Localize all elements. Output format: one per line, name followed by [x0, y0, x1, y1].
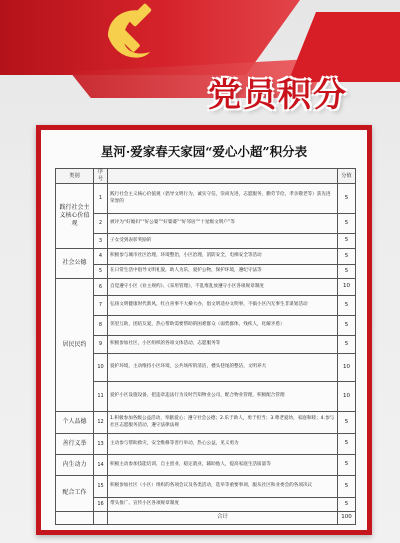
- score-cell: 10: [338, 354, 356, 382]
- score-cell: 5: [338, 455, 356, 476]
- total-score: 100: [338, 512, 356, 525]
- content-cell: 带头推广、宣传小区各项规章制度: [108, 498, 338, 512]
- score-cell: 5: [338, 214, 356, 234]
- table-row: [56, 412, 356, 434]
- content-cell: 自觉遵守小区《业主规约》、《采用管理》，不乱堆乱放遵守小区各项规章制度: [108, 279, 338, 296]
- content-cell: 在日常生活中倡导文明礼貌，助人为乐，爱护公物，保护环境，遵纪守法等: [108, 265, 338, 279]
- header-content: [108, 169, 338, 184]
- table-row: [56, 249, 356, 265]
- content-cell: 积极主动参加技能培训，自主创业，稳定就业，辅助他人，提高家庭生活质量等: [108, 455, 338, 476]
- header-category: 类别: [56, 169, 94, 184]
- table-row: [56, 455, 356, 476]
- table-row: [56, 296, 356, 316]
- table-row: [56, 316, 356, 336]
- number-cell: 1: [94, 184, 108, 214]
- number-cell: 13: [94, 434, 108, 455]
- score-cell: 5: [338, 498, 356, 512]
- content-cell: 爱护环境，主动维持小区环境，公共场所的清洁，楼头巷尾的整洁，文明养犬: [108, 354, 338, 382]
- header-score: 分值: [338, 169, 356, 184]
- number-cell: 3: [94, 234, 108, 249]
- table-row: [56, 265, 356, 279]
- score-cell: 10: [338, 382, 356, 412]
- score-cell: 5: [338, 234, 356, 249]
- table-row: [56, 382, 356, 412]
- category-cell: 内生动力: [56, 455, 94, 476]
- score-cell: 5: [338, 296, 356, 316]
- content-cell: 积极参加社区（小区）组织的各项会议及各类活动，选举等重要事项，服从社区和业委会的各项决议: [108, 476, 338, 498]
- points-board: [36, 125, 372, 535]
- table-row: [56, 476, 356, 498]
- table-row: [56, 234, 356, 249]
- points-table: [55, 168, 356, 525]
- content-cell: 积极参加社区，小区组织的各项文体活动，志愿服务等: [108, 336, 338, 354]
- score-cell: 5: [338, 316, 356, 336]
- score-cell: 5: [338, 412, 356, 434]
- content-cell: 子女受到表彰奖励的: [108, 234, 338, 249]
- content-cell: 1.积极参加各级公益活动，奉献爱心；遵守社会公德；2.乐于助人，勇于担当；3.尊老爱幼，家庭和睦；4.参与社区志愿服务活动，遵守法律法规: [108, 412, 338, 434]
- number-cell: 11: [94, 382, 108, 412]
- table-row: [56, 279, 356, 296]
- table-row: [56, 434, 356, 455]
- category-cell: [56, 512, 94, 525]
- table-row: [56, 184, 356, 214]
- category-cell: 践行社会主义核心价值观: [56, 184, 94, 249]
- score-cell: 5: [338, 336, 356, 354]
- number-cell: 2: [94, 214, 108, 234]
- score-cell: 5: [338, 249, 356, 265]
- table-row: [56, 498, 356, 512]
- category-cell: 个人品德: [56, 412, 94, 434]
- table-total-row: [56, 512, 356, 525]
- score-cell: 5: [338, 434, 356, 455]
- table-row: [56, 354, 356, 382]
- score-cell: 5: [338, 476, 356, 498]
- number-cell: 4: [94, 249, 108, 265]
- content-cell: 被评为“好媳妇”“好公婆”“好婆婆”“好邻居”“十星级文明户”等: [108, 214, 338, 234]
- number-cell: 12: [94, 412, 108, 434]
- table-row: [56, 336, 356, 354]
- category-cell: 善行义举: [56, 434, 94, 455]
- number-cell: [94, 512, 108, 525]
- category-cell: 配合工作: [56, 476, 94, 512]
- content-cell: 积极参与城市社区治理，环境整治，小区治理，消防安全，电梯安全等活动: [108, 249, 338, 265]
- table-row: [56, 214, 356, 234]
- number-cell: 14: [94, 455, 108, 476]
- content-cell: 弘扬文明健康时代新风，红白喜事不大操大办，倡文明适办文明事，不搞小区内无事生非谋划活动: [108, 296, 338, 316]
- number-cell: 5: [94, 265, 108, 279]
- score-cell: 5: [338, 265, 356, 279]
- header-number: 序号: [94, 169, 108, 184]
- number-cell: 7: [94, 296, 108, 316]
- content-cell: 爱护小区设施设备，把违章违法行为及时告知物业公司，配合物业管理，积极配合管理: [108, 382, 338, 412]
- content-cell: 邻里互助，团结友爱，热心帮助需要帮助的困难群众（弱势群体，残疾人，化解矛盾）: [108, 316, 338, 336]
- number-cell: 8: [94, 316, 108, 336]
- number-cell: 9: [94, 336, 108, 354]
- table-header-row: [56, 169, 356, 184]
- content-cell: 践行社会主义核心价值观（倡导文明行为，诚实守信，崇尚先进，志愿服务，勤劳节俭，孝亲敬老等）获先进荣誉的: [108, 184, 338, 214]
- category-cell: 社会公德: [56, 249, 94, 279]
- score-cell: 10: [338, 279, 356, 296]
- score-cell: 5: [338, 184, 356, 214]
- hammer-sickle-icon: [98, 2, 166, 62]
- party-points-title: 党员积分: [208, 74, 348, 114]
- number-cell: 16: [94, 498, 108, 512]
- content-cell: 主动参与帮助救灾，安全维修等善行举动，热心公益，见义勇为: [108, 434, 338, 455]
- total-label: 合计: [108, 512, 338, 525]
- number-cell: 15: [94, 476, 108, 498]
- number-cell: 6: [94, 279, 108, 296]
- board-title: 星河·爱家春天家园“爱心小超”积分表: [100, 144, 308, 159]
- number-cell: 10: [94, 354, 108, 382]
- category-cell: 居民民约: [56, 279, 94, 412]
